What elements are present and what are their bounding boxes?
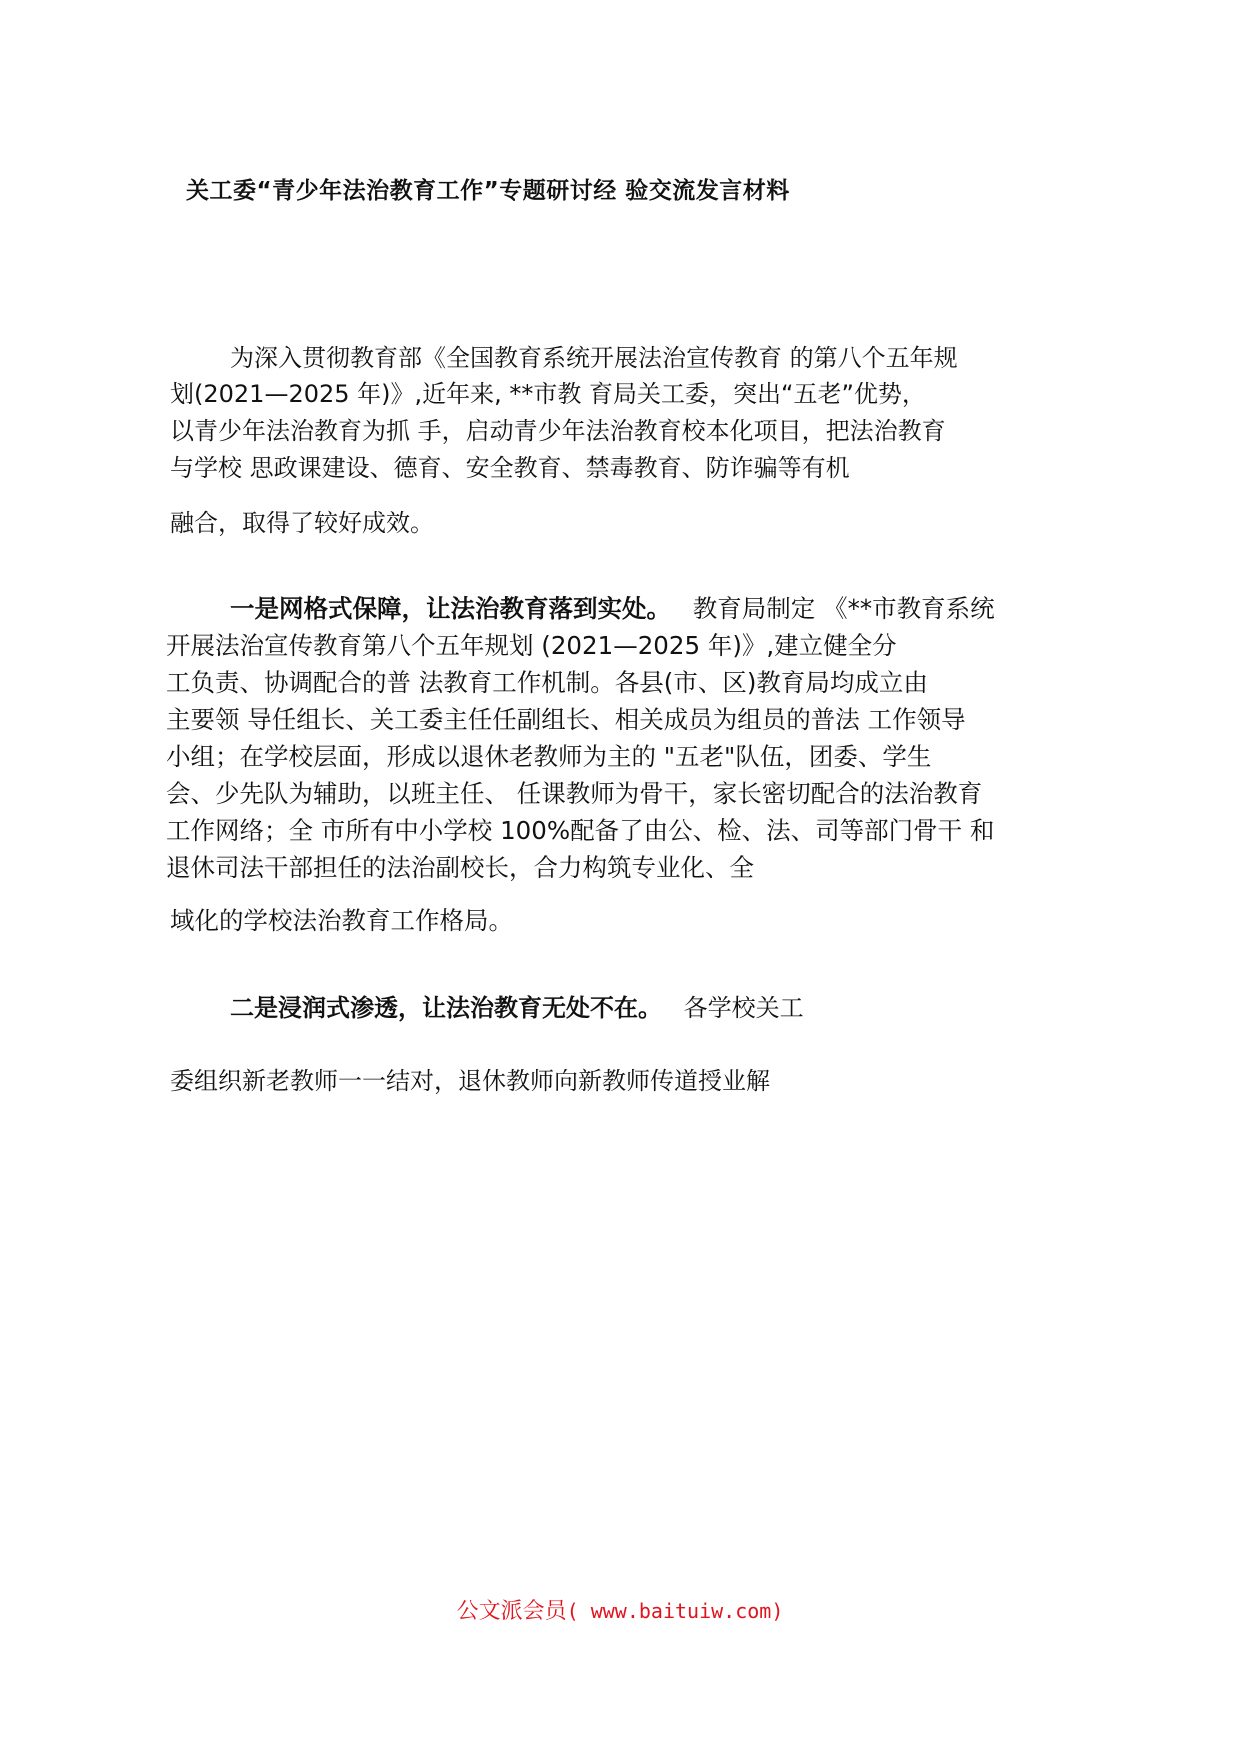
paragraph-first-line xyxy=(230,991,804,1025)
paragraph-line: 以青少年法治教育为抓 手，启动青少年法治教育校本化项目，把法治教育 xyxy=(170,417,946,445)
paragraph-heading: 二是浸润式渗透，让法治教育无处不在。 xyxy=(230,994,662,1022)
document-title: 关工委“青少年法治教育工作”专题研讨经 验交流发言材料 xyxy=(186,178,790,204)
paragraph-text: 各学校关工 xyxy=(683,994,804,1022)
paragraph-line: 主要领 导任组长、关工委主任任副组长、相关成员为组员的普法 工作领导 xyxy=(166,705,966,734)
paragraph-line: 开展法治宣传教育第八个五年规划 (2021—2025 年)》,建立健全分 xyxy=(166,631,897,660)
paragraph-line: 划(2021—2025 年)》,近年来, **市教 育局关工委，突出“五老”优势， xyxy=(170,380,926,408)
paragraph-first-line xyxy=(230,592,995,626)
paragraph-heading: 一是网格式保障，让法治教育落到实处。 xyxy=(230,594,671,623)
paragraph-text: 教育局制定 《**市教育系统 xyxy=(692,594,995,623)
paragraph-line: 委组织新老教师一一结对，退休教师向新教师传道授业解 xyxy=(170,1067,770,1095)
paragraph-line: 域化的学校法治教育工作格局。 xyxy=(170,906,513,935)
footer-watermark xyxy=(0,1594,1240,1625)
footer-site: ( www.baituiw.com) xyxy=(566,1599,784,1623)
paragraph-line: 退休司法干部担任的法治副校长，合力构筑专业化、全 xyxy=(166,853,754,882)
paragraph-line: 融合，取得了较好成效。 xyxy=(170,509,434,537)
paragraph-line: 工负责、协调配合的普 法教育工作机制。各县(市、区)教育局均成立由 xyxy=(166,668,928,697)
paragraph-line: 会、少先队为辅助，以班主任、 任课教师为骨干，家长密切配合的法治教育 xyxy=(166,779,983,808)
footer-brand: 公文派会员 xyxy=(456,1599,567,1624)
paragraph-line: 与学校 思政课建设、德育、安全教育、禁毒教育、防诈骗等有机 xyxy=(170,454,850,482)
paragraph-line: 工作网络；全 市所有中小学校 100%配备了由公、检、法、司等部门骨干 和 xyxy=(166,816,995,845)
paragraph-line: 为深入贯彻教育部《全国教育系统开展法治宣传教育 的第八个五年规 xyxy=(230,344,958,372)
paragraph-line: 小组；在学校层面，形成以退休老教师为主的 "五老"队伍，团委、学生 xyxy=(166,742,932,771)
